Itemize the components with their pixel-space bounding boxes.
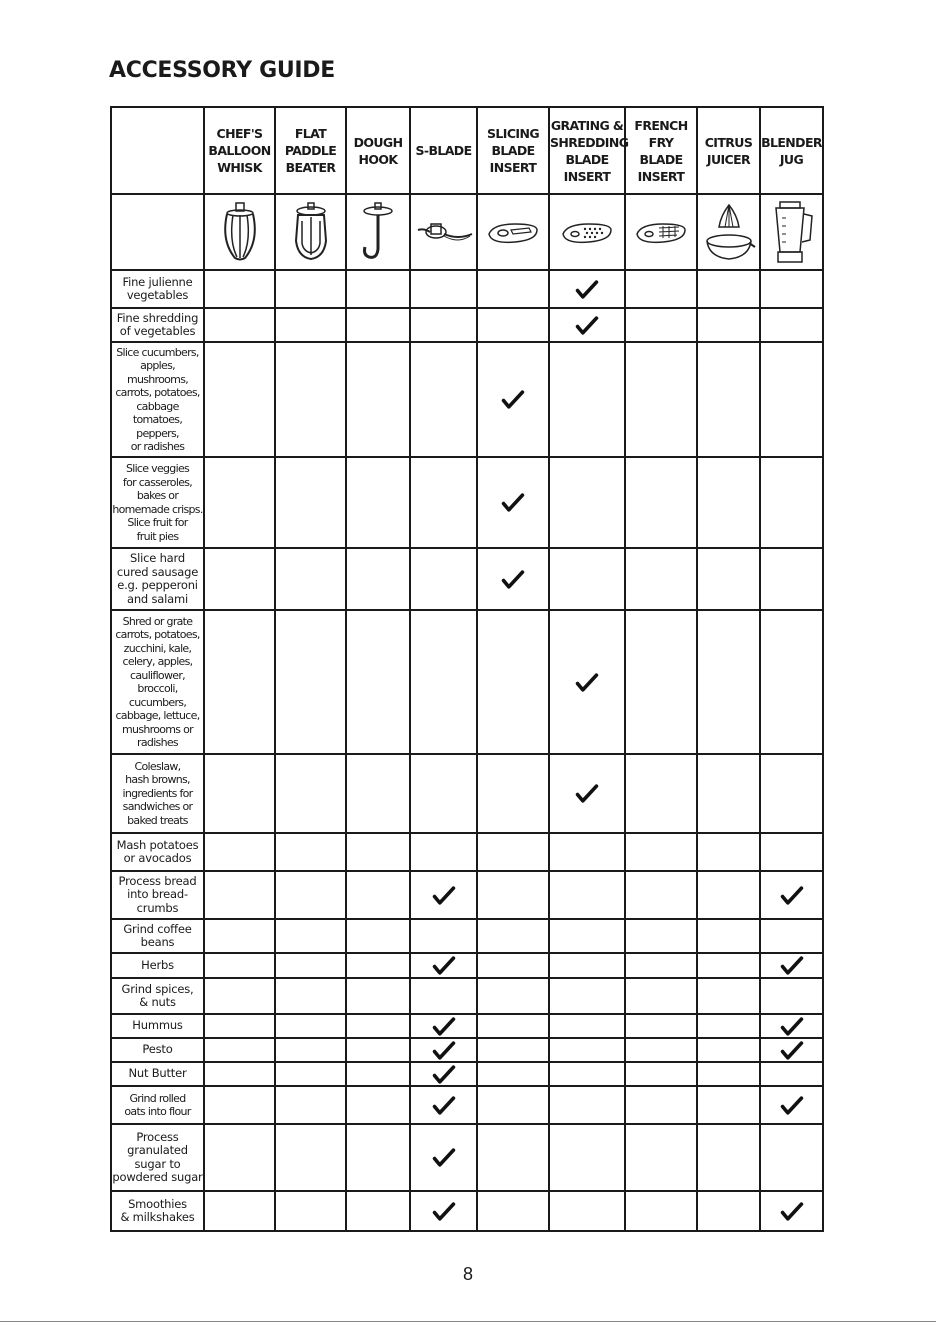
table-cell [204, 1038, 275, 1062]
column-header-grating-shredding-blade-insert: GRATING & SHREDDING BLADE INSERT [549, 107, 625, 194]
table-cell [204, 978, 275, 1014]
table-cell [549, 308, 625, 342]
table-cell [549, 1086, 625, 1124]
column-header-dough-hook: DOUGH HOOK [346, 107, 410, 194]
table-cell [625, 871, 697, 919]
table-cell [549, 1191, 625, 1231]
table-cell [477, 833, 549, 871]
table-cell [549, 919, 625, 953]
table-cell [275, 1191, 346, 1231]
row-label: Grind rolled oats into flour [111, 1086, 204, 1124]
table-cell [760, 270, 823, 308]
table-cell [275, 270, 346, 308]
table-cell [346, 978, 410, 1014]
table-cell [410, 978, 477, 1014]
row-label: Hummus [111, 1014, 204, 1038]
accessory-image-row [111, 194, 823, 270]
table-row [111, 953, 823, 978]
table-cell [760, 610, 823, 754]
table-cell [625, 308, 697, 342]
row-label: Shred or grate carrots, potatoes, zucchini, kale, celery, apples, cauliflower, broccoli, cucumbers, cabbage, lettuce, mushrooms or radishes [111, 610, 204, 754]
checkmark-icon [432, 885, 456, 906]
table-cell [275, 1124, 346, 1191]
table-cell [625, 978, 697, 1014]
table-cell [760, 457, 823, 548]
table-cell [275, 342, 346, 457]
table-cell [760, 1191, 823, 1231]
checkmark-icon [501, 492, 525, 513]
table-cell [477, 1124, 549, 1191]
table-cell [275, 833, 346, 871]
table-cell [760, 953, 823, 978]
row-label: Slice cucumbers, apples, mushrooms, carrots, potatoes, cabbage tomatoes, peppers, or radishes [111, 342, 204, 457]
checkmark-icon [780, 1095, 804, 1116]
table-cell [760, 978, 823, 1014]
table-cell [275, 610, 346, 754]
table-row [111, 919, 823, 953]
table-cell [410, 1014, 477, 1038]
column-header-flat-paddle-beater: FLAT PADDLE BEATER [275, 107, 346, 194]
table-cell [410, 457, 477, 548]
table-cell [625, 342, 697, 457]
dough-hook-icon [355, 201, 401, 263]
image-cell-citrus-juicer [697, 194, 760, 270]
image-row-label-cell [111, 194, 204, 270]
table-cell [697, 1062, 760, 1086]
column-header-slicing-blade-insert: SLICING BLADE INSERT [477, 107, 549, 194]
row-label: Mash potatoes or avocados [111, 833, 204, 871]
table-cell [346, 457, 410, 548]
table-cell [275, 871, 346, 919]
row-label: Pesto [111, 1038, 204, 1062]
table-cell [760, 1014, 823, 1038]
table-cell [760, 548, 823, 610]
table-cell [697, 978, 760, 1014]
corner-cell [111, 107, 204, 194]
table-cell [204, 871, 275, 919]
checkmark-icon [780, 1016, 804, 1037]
table-cell [549, 548, 625, 610]
table-cell [275, 1014, 346, 1038]
table-cell [346, 953, 410, 978]
table-cell [204, 1124, 275, 1191]
table-cell [625, 1062, 697, 1086]
table-cell [760, 342, 823, 457]
table-cell [410, 1124, 477, 1191]
table-cell [346, 919, 410, 953]
table-cell [204, 610, 275, 754]
table-cell [760, 754, 823, 833]
table-cell [410, 754, 477, 833]
table-cell [625, 610, 697, 754]
image-cell-dough-hook [346, 194, 410, 270]
table-cell [697, 919, 760, 953]
checkmark-icon [432, 1064, 456, 1085]
checkmark-icon [780, 1201, 804, 1222]
row-label: Nut Butter [111, 1062, 204, 1086]
table-cell [697, 833, 760, 871]
table-cell [697, 457, 760, 548]
table-cell [549, 978, 625, 1014]
table-cell [477, 1038, 549, 1062]
table-cell [275, 978, 346, 1014]
table-row [111, 978, 823, 1014]
table-row [111, 1191, 823, 1231]
table-cell [760, 833, 823, 871]
s-blade-icon [414, 212, 474, 252]
table-row [111, 457, 823, 548]
table-cell [477, 342, 549, 457]
table-cell [346, 871, 410, 919]
column-header-s-blade: S-BLADE [410, 107, 477, 194]
table-cell [346, 1086, 410, 1124]
checkmark-icon [432, 1095, 456, 1116]
table-cell [204, 919, 275, 953]
table-cell [346, 270, 410, 308]
table-cell [477, 1062, 549, 1086]
row-label: Process bread into bread- crumbs [111, 871, 204, 919]
image-cell-grating-shredding-insert [549, 194, 625, 270]
row-label: Coleslaw, hash browns, ingredients for sandwiches or baked treats [111, 754, 204, 833]
row-label: Smoothies & milkshakes [111, 1191, 204, 1231]
table-cell [346, 1191, 410, 1231]
checkmark-icon [575, 279, 599, 300]
table-cell [625, 270, 697, 308]
table-cell [275, 1086, 346, 1124]
table-cell [477, 548, 549, 610]
table-cell [477, 308, 549, 342]
table-cell [477, 953, 549, 978]
table-cell [625, 1086, 697, 1124]
table-cell [549, 457, 625, 548]
table-row [111, 1038, 823, 1062]
table-cell [549, 1062, 625, 1086]
table-cell [549, 610, 625, 754]
column-header-blender-jug: BLENDER JUG [760, 107, 823, 194]
image-cell-balloon-whisk [204, 194, 275, 270]
checkmark-icon [780, 885, 804, 906]
table-cell [549, 833, 625, 871]
table-cell [410, 1062, 477, 1086]
table-cell [410, 1038, 477, 1062]
checkmark-icon [575, 315, 599, 336]
table-cell [697, 610, 760, 754]
table-cell [410, 610, 477, 754]
table-cell [549, 1014, 625, 1038]
table-row [111, 754, 823, 833]
table-cell [204, 754, 275, 833]
table-cell [346, 308, 410, 342]
table-cell [410, 871, 477, 919]
table-cell [410, 833, 477, 871]
table-cell [275, 754, 346, 833]
table-cell [410, 1086, 477, 1124]
checkmark-icon [780, 955, 804, 976]
row-label: Herbs [111, 953, 204, 978]
table-row [111, 548, 823, 610]
table-cell [697, 1191, 760, 1231]
image-cell-s-blade [410, 194, 477, 270]
column-header-french-fry-blade-insert: FRENCH FRY BLADE INSERT [625, 107, 697, 194]
table-cell [204, 1014, 275, 1038]
table-cell [204, 457, 275, 548]
accessory-guide-body [111, 270, 823, 1231]
table-cell [204, 270, 275, 308]
checkmark-icon [432, 1147, 456, 1168]
table-cell [760, 308, 823, 342]
table-cell [549, 953, 625, 978]
table-cell [346, 1124, 410, 1191]
table-cell [275, 919, 346, 953]
table-cell [410, 953, 477, 978]
table-cell [625, 953, 697, 978]
table-cell [477, 871, 549, 919]
table-cell [410, 548, 477, 610]
header-row [111, 107, 823, 194]
table-cell [697, 308, 760, 342]
table-cell [625, 548, 697, 610]
table-row [111, 308, 823, 342]
checkmark-icon [432, 955, 456, 976]
table-cell [204, 548, 275, 610]
slicing-blade-insert-icon [485, 216, 541, 248]
table-cell [346, 1038, 410, 1062]
table-cell [275, 953, 346, 978]
page-number: 8 [462, 1264, 473, 1284]
table-row [111, 871, 823, 919]
table-row [111, 342, 823, 457]
table-cell [204, 953, 275, 978]
table-cell [625, 1124, 697, 1191]
checkmark-icon [432, 1040, 456, 1061]
table-cell [760, 919, 823, 953]
table-cell [697, 871, 760, 919]
table-row [111, 1062, 823, 1086]
table-cell [410, 919, 477, 953]
table-cell [346, 610, 410, 754]
row-label: Fine shredding of vegetables [111, 308, 204, 342]
table-cell [477, 1086, 549, 1124]
row-label: Fine julienne vegetables [111, 270, 204, 308]
table-cell [477, 978, 549, 1014]
table-cell [346, 342, 410, 457]
table-cell [346, 1062, 410, 1086]
french-fry-insert-icon [633, 216, 689, 248]
table-cell [477, 1014, 549, 1038]
row-label: Grind coffee beans [111, 919, 204, 953]
table-row [111, 1014, 823, 1038]
grating-shredding-insert-icon [559, 216, 615, 248]
table-cell [477, 1191, 549, 1231]
table-cell [275, 1062, 346, 1086]
table-cell [697, 1014, 760, 1038]
table-cell [477, 270, 549, 308]
table-cell [697, 1038, 760, 1062]
table-cell [625, 1038, 697, 1062]
table-cell [275, 457, 346, 548]
table-cell [549, 1038, 625, 1062]
flat-paddle-beater-icon [288, 201, 334, 263]
table-cell [697, 1124, 760, 1191]
table-cell [346, 548, 410, 610]
table-cell [275, 1038, 346, 1062]
checkmark-icon [575, 672, 599, 693]
table-cell [697, 1086, 760, 1124]
table-cell [410, 1191, 477, 1231]
row-label: Slice hard cured sausage e.g. pepperoni and salami [111, 548, 204, 610]
checkmark-icon [501, 569, 525, 590]
table-cell [346, 1014, 410, 1038]
table-cell [477, 919, 549, 953]
table-cell [625, 754, 697, 833]
table-cell [275, 308, 346, 342]
table-cell [549, 270, 625, 308]
checkmark-icon [432, 1016, 456, 1037]
table-row [111, 833, 823, 871]
table-cell [625, 1191, 697, 1231]
table-cell [760, 1038, 823, 1062]
table-cell [549, 1124, 625, 1191]
checkmark-icon [575, 783, 599, 804]
checkmark-icon [432, 1201, 456, 1222]
accessory-guide-table [110, 106, 824, 1232]
image-cell-slicing-blade-insert [477, 194, 549, 270]
table-cell [697, 342, 760, 457]
checkmark-icon [501, 389, 525, 410]
table-cell [410, 342, 477, 457]
table-cell [204, 1062, 275, 1086]
table-cell [625, 457, 697, 548]
table-cell [697, 548, 760, 610]
table-row [111, 1124, 823, 1191]
table-cell [760, 1062, 823, 1086]
table-row [111, 270, 823, 308]
table-cell [204, 833, 275, 871]
table-cell [760, 871, 823, 919]
table-cell [549, 342, 625, 457]
table-cell [697, 270, 760, 308]
table-cell [697, 953, 760, 978]
table-cell [760, 1124, 823, 1191]
table-cell [204, 1191, 275, 1231]
column-header-citrus-juicer: CITRUS JUICER [697, 107, 760, 194]
table-cell [204, 342, 275, 457]
column-header-chefs-balloon-whisk: CHEF'S BALLOON WHISK [204, 107, 275, 194]
table-row [111, 1086, 823, 1124]
checkmark-icon [780, 1040, 804, 1061]
balloon-whisk-icon [217, 201, 263, 263]
table-cell [760, 1086, 823, 1124]
table-cell [410, 308, 477, 342]
page-title: ACCESSORY GUIDE [109, 58, 335, 83]
table-cell [625, 1014, 697, 1038]
table-cell [477, 610, 549, 754]
row-label: Grind spices, & nuts [111, 978, 204, 1014]
table-cell [204, 308, 275, 342]
table-cell [549, 754, 625, 833]
table-cell [204, 1086, 275, 1124]
image-cell-blender-jug [760, 194, 823, 270]
citrus-juicer-icon [701, 201, 757, 263]
image-cell-flat-paddle-beater [275, 194, 346, 270]
table-cell [549, 871, 625, 919]
bottom-rule [0, 1321, 936, 1322]
row-label: Slice veggies for casseroles, bakes or homemade crisps. Slice fruit for fruit pies [111, 457, 204, 548]
table-cell [477, 457, 549, 548]
table-cell [477, 754, 549, 833]
table-cell [625, 833, 697, 871]
table-cell [410, 270, 477, 308]
table-row [111, 610, 823, 754]
blender-jug-icon [768, 200, 816, 264]
table-cell [275, 548, 346, 610]
row-label: Process granulated sugar to powdered sugar [111, 1124, 204, 1191]
table-cell [697, 754, 760, 833]
image-cell-french-fry-insert [625, 194, 697, 270]
table-cell [346, 833, 410, 871]
table-cell [346, 754, 410, 833]
table-cell [625, 919, 697, 953]
